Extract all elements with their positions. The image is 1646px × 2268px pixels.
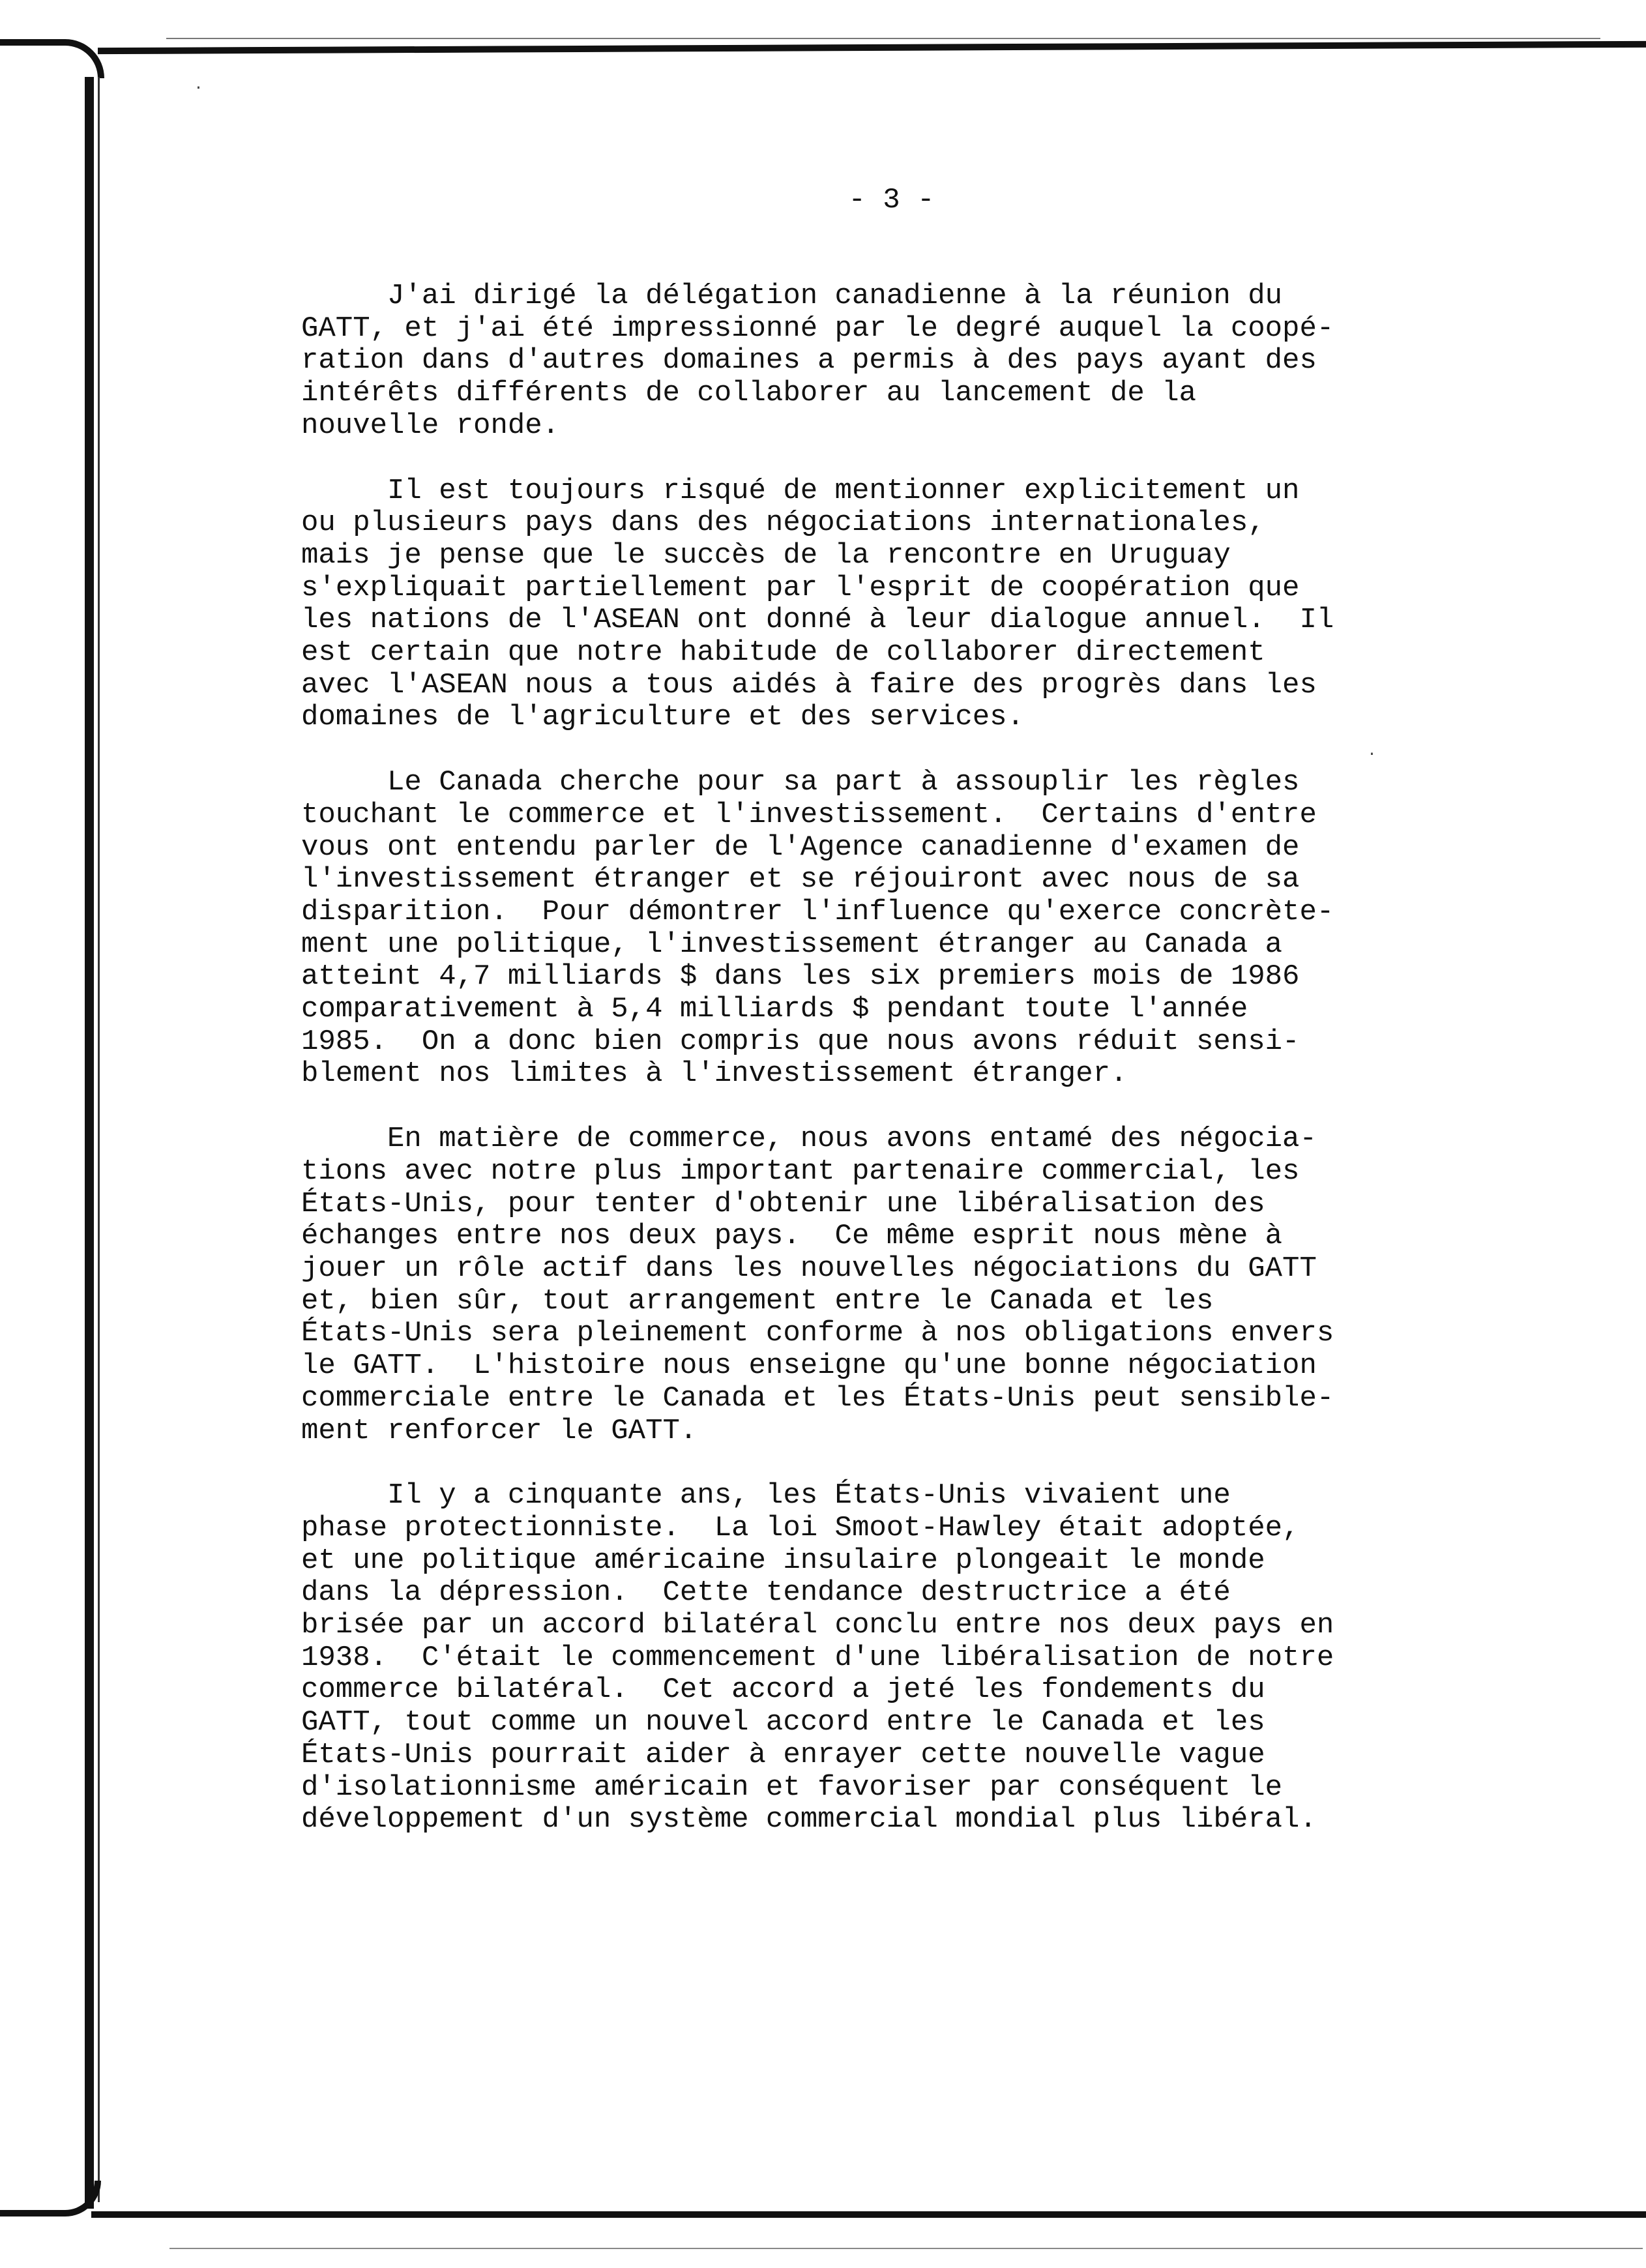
scan-frame-corner-bottom	[0, 2181, 101, 2216]
scan-edge-line	[166, 38, 1600, 39]
scan-frame-left	[85, 77, 94, 2209]
scan-frame-left-inner	[98, 77, 100, 2202]
scan-speck: ·	[196, 77, 201, 98]
scan-frame-top	[98, 41, 1646, 54]
scan-frame-bottom	[91, 2211, 1646, 2218]
page-number: - 3 -	[848, 184, 935, 216]
paragraph: Il est toujours risqué de mentionner explicitement un ou plusieurs pays dans des négociations internationales, mais je pense que le succès de la rencontre en Uruguay s'expliquait partiellement par l'esprit de coopération que les nations de l'ASEAN ont donné à leur dialogue annuel. Il est certain que notre habitude de collaborer directement avec l'ASEAN nous a tous aidés à faire des progrès dans les domaines de l'agriculture et des services.	[301, 474, 1334, 734]
scan-edge-line-bottom	[169, 2248, 1643, 2249]
scan-frame-corner	[0, 39, 104, 78]
paragraph: Il y a cinquante ans, les États-Unis vivaient une phase protectionniste. La loi Smoot-Hawley était adoptée, et une politique américaine insulaire plongeait le monde dans la dépression. Cette tendance destructrice a été brisée par un accord bilatéral conclu entre nos deux pays en 1938. C'était le commencement d'une libéralisation de notre commerce bilatéral. Cet accord a jeté les fondements du GATT, tout comme un nouvel accord entre le Canada et les États-Unis pourrait aider à enrayer cette nouvelle vague d'isolationnisme américain et favoriser par conséquent le développement d'un système commercial mondial plus libéral.	[301, 1479, 1334, 1836]
paragraph: J'ai dirigé la délégation canadienne à la réunion du GATT, et j'ai été impressionné par le degré auquel la coopé- ration dans d'autres domaines a permis à des pays ayant des intérêts différents de collaborer au lancement de la nouvelle ronde.	[301, 280, 1334, 442]
scan-speck: ·	[1369, 743, 1375, 765]
paragraph: Le Canada cherche pour sa part à assouplir les règles touchant le commerce et l'investissement. Certains d'entre vous ont entendu parler de l'Agence canadienne d'examen de l'investissement étranger et se réjouiront avec nous de sa disparition. Pour démontrer l'influence qu'exerce concrète- ment une politique, l'investissement étranger au Canada a atteint 4,7 milliards $ dans les six premiers mois de 1986 comparativement à 5,4 milliards $ pendant toute l'année 1985. On a donc bien compris que nous avons réduit sensi- blement nos limites à l'investissement étranger.	[301, 766, 1334, 1091]
paragraph: En matière de commerce, nous avons entamé des négocia- tions avec notre plus important partenaire commercial, les États-Unis, pour tenter d'obtenir une libéralisation des échanges entre nos deux pays. Ce même esprit nous mène à jouer un rôle actif dans les nouvelles négociations du GATT et, bien sûr, tout arrangement entre le Canada et les États-Unis sera pleinement conforme à nos obligations envers le GATT. L'histoire nous enseigne qu'une bonne négociation commerciale entre le Canada et les États-Unis peut sensible- ment renforcer le GATT.	[301, 1123, 1334, 1447]
document-body	[301, 280, 1598, 1869]
